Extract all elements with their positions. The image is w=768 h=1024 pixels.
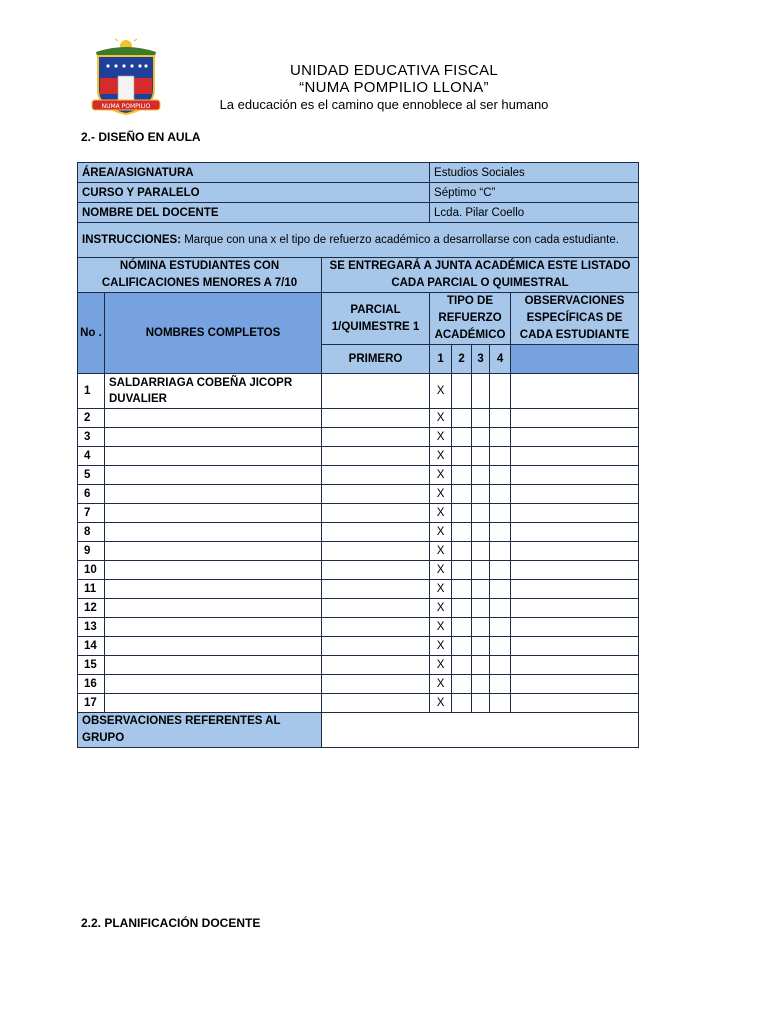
tipo-3-cell — [472, 466, 490, 485]
student-number: 7 — [78, 504, 105, 523]
tipo-2-cell — [452, 428, 472, 447]
student-name — [105, 656, 322, 675]
tipo-1-mark: X — [430, 656, 452, 675]
tipo-1-mark: X — [430, 523, 452, 542]
observaciones-cell — [511, 675, 639, 694]
instructions-text: Marque con una x el tipo de refuerzo académico a desarrollarse con cada estudiante. — [181, 234, 619, 246]
table-row — [78, 561, 639, 580]
table-row — [78, 447, 639, 466]
observaciones-cell — [511, 466, 639, 485]
tipo-2-cell — [452, 599, 472, 618]
student-number: 6 — [78, 485, 105, 504]
student-name — [105, 409, 322, 428]
parcial-cell — [322, 561, 430, 580]
parcial-cell — [322, 466, 430, 485]
school-motto: La educación es el camino que ennoblece al ser humano — [219, 97, 549, 112]
no-header: No . — [78, 293, 105, 374]
tipo-4-header: 4 — [490, 345, 511, 374]
student-name — [105, 675, 322, 694]
tipo-2-cell — [452, 580, 472, 599]
student-number: 5 — [78, 466, 105, 485]
tipo-4-cell — [490, 428, 511, 447]
nombres-header: NOMBRES COMPLETOS — [105, 293, 322, 374]
table-row — [78, 675, 639, 694]
tipo-2-cell — [452, 675, 472, 694]
student-name — [105, 561, 322, 580]
student-name: SALDARRIAGA COBEÑA JICOPR DUVALIER — [105, 374, 322, 409]
parcial-cell — [322, 409, 430, 428]
tipo-4-cell — [490, 675, 511, 694]
observaciones-cell — [511, 637, 639, 656]
observaciones-cell — [511, 409, 639, 428]
student-number: 8 — [78, 523, 105, 542]
tipo-2-cell — [452, 374, 472, 409]
observaciones-cell — [511, 656, 639, 675]
parcial-cell — [322, 694, 430, 713]
section-title: 2.- DISEÑO EN AULA — [81, 130, 201, 144]
tipo-1-mark: X — [430, 409, 452, 428]
observaciones-cell — [511, 599, 639, 618]
tipo-3-header: 3 — [472, 345, 490, 374]
observaciones-cell — [511, 504, 639, 523]
tipo-4-cell — [490, 694, 511, 713]
parcial-cell — [322, 504, 430, 523]
reinforcement-table — [77, 162, 639, 748]
observaciones-cell — [511, 580, 639, 599]
group-observations-cell — [322, 713, 639, 748]
tipo-2-cell — [452, 523, 472, 542]
docente-label: NOMBRE DEL DOCENTE — [78, 203, 430, 223]
docente-value: Lcda. Pilar Coello — [430, 203, 639, 223]
crest-ribbon-text: NUMA POMPILIO — [101, 103, 151, 110]
observaciones-subheader — [511, 345, 639, 374]
school-type: UNIDAD EDUCATIVA FISCAL — [289, 62, 499, 79]
parcial-cell — [322, 374, 430, 409]
tipo-2-cell — [452, 561, 472, 580]
parcial-header: PARCIAL 1/QUIMESTRE 1 — [322, 293, 430, 345]
tipo-2-cell — [452, 447, 472, 466]
table-row — [78, 694, 639, 713]
table-row — [78, 637, 639, 656]
tipo-1-mark: X — [430, 428, 452, 447]
tipo-refuerzo-header: TIPO DE REFUERZO ACADÉMICO — [430, 293, 511, 345]
tipo-3-cell — [472, 599, 490, 618]
parcial-cell — [322, 656, 430, 675]
area-value: Estudios Sociales — [430, 163, 639, 183]
observaciones-cell — [511, 694, 639, 713]
tipo-4-cell — [490, 637, 511, 656]
student-number: 15 — [78, 656, 105, 675]
nomina-header: NÓMINA ESTUDIANTES CON CALIFICACIONES MENORES A 7/10 — [78, 258, 322, 293]
table-row — [78, 523, 639, 542]
student-name — [105, 580, 322, 599]
table-row — [78, 466, 639, 485]
student-name — [105, 447, 322, 466]
tipo-2-cell — [452, 618, 472, 637]
tipo-3-cell — [472, 656, 490, 675]
student-name — [105, 694, 322, 713]
tipo-3-cell — [472, 485, 490, 504]
student-number: 3 — [78, 428, 105, 447]
student-number: 17 — [78, 694, 105, 713]
tipo-2-cell — [452, 542, 472, 561]
table-row — [78, 504, 639, 523]
student-name — [105, 504, 322, 523]
tipo-4-cell — [490, 447, 511, 466]
instructions-label: INSTRUCCIONES: — [82, 234, 182, 246]
tipo-3-cell — [472, 504, 490, 523]
student-name — [105, 428, 322, 447]
parcial-cell — [322, 675, 430, 694]
observaciones-header: OBSERVACIONES ESPECÍFICAS DE CADA ESTUDIANTE — [511, 293, 639, 345]
student-number: 11 — [78, 580, 105, 599]
parcial-cell — [322, 485, 430, 504]
table-row — [78, 542, 639, 561]
student-number: 13 — [78, 618, 105, 637]
tipo-3-cell — [472, 618, 490, 637]
tipo-3-cell — [472, 447, 490, 466]
student-name — [105, 618, 322, 637]
table-row — [78, 580, 639, 599]
observaciones-cell — [511, 618, 639, 637]
tipo-2-cell — [452, 694, 472, 713]
tipo-1-mark: X — [430, 675, 452, 694]
observaciones-cell — [511, 447, 639, 466]
student-name — [105, 637, 322, 656]
table-row — [78, 374, 639, 409]
tipo-1-mark: X — [430, 504, 452, 523]
tipo-3-cell — [472, 675, 490, 694]
student-number: 14 — [78, 637, 105, 656]
tipo-4-cell — [490, 485, 511, 504]
observaciones-cell — [511, 523, 639, 542]
student-name — [105, 523, 322, 542]
school-name: “NUMA POMPILIO LLONA” — [299, 79, 489, 96]
observaciones-cell — [511, 485, 639, 504]
tipo-2-cell — [452, 637, 472, 656]
tipo-1-mark: X — [430, 561, 452, 580]
tipo-1-mark: X — [430, 374, 452, 409]
tipo-4-cell — [490, 374, 511, 409]
table-row — [78, 428, 639, 447]
tipo-3-cell — [472, 694, 490, 713]
parcial-cell — [322, 618, 430, 637]
tipo-3-cell — [472, 523, 490, 542]
tipo-2-cell — [452, 656, 472, 675]
tipo-2-cell — [452, 485, 472, 504]
tipo-4-cell — [490, 409, 511, 428]
tipo-3-cell — [472, 561, 490, 580]
observaciones-cell — [511, 428, 639, 447]
student-number: 16 — [78, 675, 105, 694]
student-name — [105, 485, 322, 504]
tipo-1-header: 1 — [430, 345, 452, 374]
student-number: 10 — [78, 561, 105, 580]
table-row — [78, 618, 639, 637]
student-number: 4 — [78, 447, 105, 466]
curso-label: CURSO Y PARALELO — [78, 183, 430, 203]
student-number: 1 — [78, 374, 105, 409]
tipo-4-cell — [490, 523, 511, 542]
table-row — [78, 485, 639, 504]
primero-header: PRIMERO — [322, 345, 430, 374]
tipo-2-cell — [452, 466, 472, 485]
parcial-cell — [322, 447, 430, 466]
tipo-1-mark: X — [430, 542, 452, 561]
area-label: ÁREA/ASIGNATURA — [78, 163, 430, 183]
tipo-4-cell — [490, 466, 511, 485]
group-observations-label: OBSERVACIONES REFERENTES AL GRUPO — [78, 713, 322, 748]
tipo-4-cell — [490, 504, 511, 523]
parcial-cell — [322, 580, 430, 599]
tipo-4-cell — [490, 561, 511, 580]
parcial-cell — [322, 637, 430, 656]
table-row — [78, 656, 639, 675]
tipo-3-cell — [472, 637, 490, 656]
student-name — [105, 466, 322, 485]
tipo-2-cell — [452, 409, 472, 428]
tipo-1-mark: X — [430, 580, 452, 599]
parcial-cell — [322, 428, 430, 447]
tipo-2-cell — [452, 504, 472, 523]
footer-row — [78, 713, 639, 748]
tipo-1-mark: X — [430, 485, 452, 504]
tipo-4-cell — [490, 656, 511, 675]
instructions — [78, 223, 639, 258]
student-name — [105, 542, 322, 561]
parcial-cell — [322, 599, 430, 618]
table-row — [78, 599, 639, 618]
tipo-3-cell — [472, 374, 490, 409]
section2-title: 2.2. PLANIFICACIÓN DOCENTE — [81, 916, 261, 930]
student-number: 9 — [78, 542, 105, 561]
student-number: 2 — [78, 409, 105, 428]
tipo-1-mark: X — [430, 447, 452, 466]
tipo-3-cell — [472, 409, 490, 428]
student-name — [105, 599, 322, 618]
curso-value: Séptimo “C” — [430, 183, 639, 203]
tipo-1-mark: X — [430, 599, 452, 618]
parcial-cell — [322, 523, 430, 542]
observaciones-cell — [511, 542, 639, 561]
tipo-4-cell — [490, 542, 511, 561]
tipo-4-cell — [490, 618, 511, 637]
tipo-4-cell — [490, 580, 511, 599]
tipo-1-mark: X — [430, 618, 452, 637]
tipo-1-mark: X — [430, 694, 452, 713]
table-row — [78, 409, 639, 428]
tipo-3-cell — [472, 542, 490, 561]
student-number: 12 — [78, 599, 105, 618]
tipo-1-mark: X — [430, 466, 452, 485]
observaciones-cell — [511, 374, 639, 409]
junta-header: SE ENTREGARÁ A JUNTA ACADÉMICA ESTE LISTADO CADA PARCIAL O QUIMESTRAL — [322, 258, 639, 293]
tipo-2-header: 2 — [452, 345, 472, 374]
observaciones-cell — [511, 561, 639, 580]
tipo-3-cell — [472, 428, 490, 447]
tipo-4-cell — [490, 599, 511, 618]
tipo-1-mark: X — [430, 637, 452, 656]
tipo-3-cell — [472, 580, 490, 599]
parcial-cell — [322, 542, 430, 561]
